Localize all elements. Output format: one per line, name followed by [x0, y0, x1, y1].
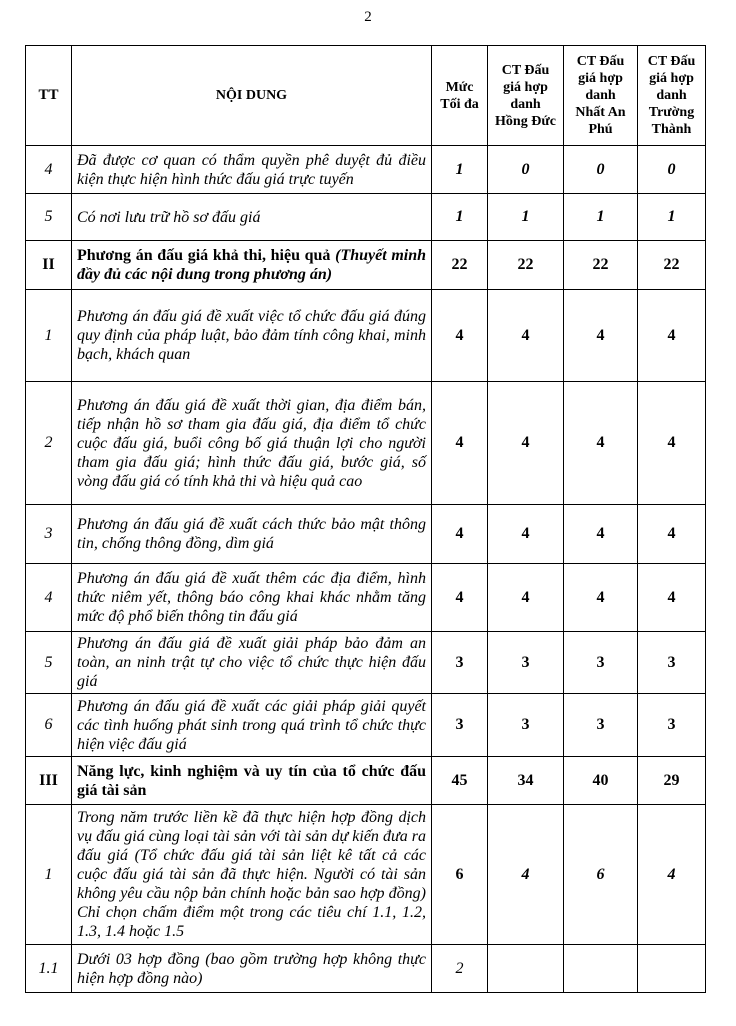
- row-tt: 3: [26, 505, 72, 564]
- row-tt: 6: [26, 694, 72, 757]
- row-tt: 5: [26, 194, 72, 241]
- row-content: Dưới 03 hợp đồng (bao gồm trường hợp không thực hiện hợp đồng nào): [72, 945, 432, 993]
- table-row: [26, 694, 706, 757]
- row-tt: 1: [26, 290, 72, 382]
- table-row: [26, 382, 706, 505]
- header-content: NỘI DUNG: [72, 46, 432, 146]
- table-row: [26, 146, 706, 194]
- row-score-hong-duc: 4: [488, 382, 564, 505]
- section-row: [26, 241, 706, 290]
- table-row: [26, 194, 706, 241]
- row-max: 4: [432, 382, 488, 505]
- row-content: [72, 241, 432, 290]
- row-tt: 1: [26, 805, 72, 945]
- row-content-title: Phương án đấu giá khả thi, hiệu quả: [77, 247, 336, 264]
- row-score-truong-thanh: 3: [638, 694, 706, 757]
- section-row: [26, 757, 706, 805]
- page-number: 2: [364, 9, 372, 25]
- header-nhat-an-phu: CT Đấu giá hợp danh Nhất An Phú: [564, 46, 638, 146]
- row-max: 1: [432, 194, 488, 241]
- row-score-truong-thanh: 29: [638, 757, 706, 805]
- row-score-hong-duc: 3: [488, 694, 564, 757]
- row-tt: 5: [26, 632, 72, 694]
- row-score-hong-duc: 22: [488, 241, 564, 290]
- row-max: 45: [432, 757, 488, 805]
- row-content: Phương án đấu giá đề xuất các giải pháp giải quyết các tình huống phát sinh trong quá trình tổ chức thực hiện việc đấu giá: [72, 694, 432, 757]
- table-row: [26, 505, 706, 564]
- row-content: Trong năm trước liền kề đã thực hiện hợp đồng dịch vụ đấu giá cùng loại tài sản với tài sản dự kiến đưa ra đấu giá (Tổ chức đấu giá tài sản liệt kê tất cả các cuộc đấu giá tài sản đã thực hiện. Người có tài sản không yêu cầu nộp bản chính hoặc bản sao hợp đồng) Chỉ chọn chấm điểm một trong các tiêu chí 1.1, 1.2, 1.3, 1.4 hoặc 1.5: [72, 805, 432, 945]
- header-hong-duc: CT Đấu giá hợp danh Hồng Đức: [488, 46, 564, 146]
- row-tt: 4: [26, 564, 72, 632]
- row-content: Đã được cơ quan có thẩm quyền phê duyệt đủ điều kiện thực hiện hình thức đấu giá trực tuyến: [72, 146, 432, 194]
- header-truong-thanh: CT Đấu giá hợp danh Trường Thành: [638, 46, 706, 146]
- table-row: [26, 632, 706, 694]
- row-max: 4: [432, 564, 488, 632]
- row-content-note: (Thuyết minh đầy đủ các nội dung trong phương án): [77, 247, 427, 283]
- row-score-truong-thanh: 4: [638, 805, 706, 945]
- row-max: 4: [432, 505, 488, 564]
- row-content: Có nơi lưu trữ hồ sơ đấu giá: [72, 194, 432, 241]
- row-content: Phương án đấu giá đề xuất thêm các địa điểm, hình thức niêm yết, thông báo công khai khác nhằm tăng mức độ phổ biến thông tin đấu giá: [72, 564, 432, 632]
- header-tt: TT: [26, 46, 72, 146]
- row-score-truong-thanh: 4: [638, 382, 706, 505]
- row-score-nhat-an-phu: 22: [564, 241, 638, 290]
- row-score-nhat-an-phu: [564, 945, 638, 993]
- row-score-hong-duc: 4: [488, 290, 564, 382]
- row-score-truong-thanh: 4: [638, 505, 706, 564]
- row-score-hong-duc: 0: [488, 146, 564, 194]
- row-content: Phương án đấu giá đề xuất cách thức bảo mật thông tin, chống thông đồng, dìm giá: [72, 505, 432, 564]
- row-tt: 1.1: [26, 945, 72, 993]
- row-score-nhat-an-phu: 1: [564, 194, 638, 241]
- row-score-hong-duc: 4: [488, 564, 564, 632]
- table-row: [26, 564, 706, 632]
- row-score-nhat-an-phu: 0: [564, 146, 638, 194]
- row-content: Phương án đấu giá đề xuất việc tổ chức đấu giá đúng quy định của pháp luật, bảo đảm tính công khai, minh bạch, khách quan: [72, 290, 432, 382]
- table-row: [26, 805, 706, 945]
- row-score-hong-duc: 3: [488, 632, 564, 694]
- row-tt: II: [26, 241, 72, 290]
- row-score-truong-thanh: 4: [638, 290, 706, 382]
- header-max: Mức Tối đa: [432, 46, 488, 146]
- row-score-hong-duc: 34: [488, 757, 564, 805]
- header-row: [26, 46, 706, 146]
- row-max: 4: [432, 290, 488, 382]
- row-score-hong-duc: 4: [488, 505, 564, 564]
- row-score-hong-duc: [488, 945, 564, 993]
- row-tt: 4: [26, 146, 72, 194]
- row-score-truong-thanh: 3: [638, 632, 706, 694]
- row-tt: 2: [26, 382, 72, 505]
- row-score-truong-thanh: 22: [638, 241, 706, 290]
- row-max: 3: [432, 694, 488, 757]
- row-max: 1: [432, 146, 488, 194]
- row-score-nhat-an-phu: 3: [564, 632, 638, 694]
- row-score-nhat-an-phu: 6: [564, 805, 638, 945]
- table-row: [26, 290, 706, 382]
- row-score-nhat-an-phu: 4: [564, 382, 638, 505]
- row-score-truong-thanh: [638, 945, 706, 993]
- row-content: Phương án đấu giá đề xuất thời gian, địa điểm bán, tiếp nhận hồ sơ tham gia đấu giá, địa điểm tổ chức cuộc đấu giá, buổi công bố giá thuận lợi cho người tham gia đấu giá; hình thức đấu giá, bước giá, số vòng đấu giá có tính khả thi và hiệu quả cao: [72, 382, 432, 505]
- row-score-nhat-an-phu: 4: [564, 290, 638, 382]
- row-score-hong-duc: 1: [488, 194, 564, 241]
- row-max: 6: [432, 805, 488, 945]
- row-tt: III: [26, 757, 72, 805]
- table-row: [26, 945, 706, 993]
- row-max: 3: [432, 632, 488, 694]
- row-score-nhat-an-phu: 4: [564, 505, 638, 564]
- row-score-truong-thanh: 4: [638, 564, 706, 632]
- row-score-hong-duc: 4: [488, 805, 564, 945]
- row-score-nhat-an-phu: 4: [564, 564, 638, 632]
- row-score-nhat-an-phu: 40: [564, 757, 638, 805]
- scoring-table: [25, 45, 706, 993]
- row-max: 2: [432, 945, 488, 993]
- row-max: 22: [432, 241, 488, 290]
- row-content: Năng lực, kinh nghiệm và uy tín của tổ chức đấu giá tài sản: [72, 757, 432, 805]
- row-score-truong-thanh: 1: [638, 194, 706, 241]
- row-score-nhat-an-phu: 3: [564, 694, 638, 757]
- row-content: Phương án đấu giá đề xuất giải pháp bảo đảm an toàn, an ninh trật tự cho việc tổ chức thực hiện đấu giá: [72, 632, 432, 694]
- row-score-truong-thanh: 0: [638, 146, 706, 194]
